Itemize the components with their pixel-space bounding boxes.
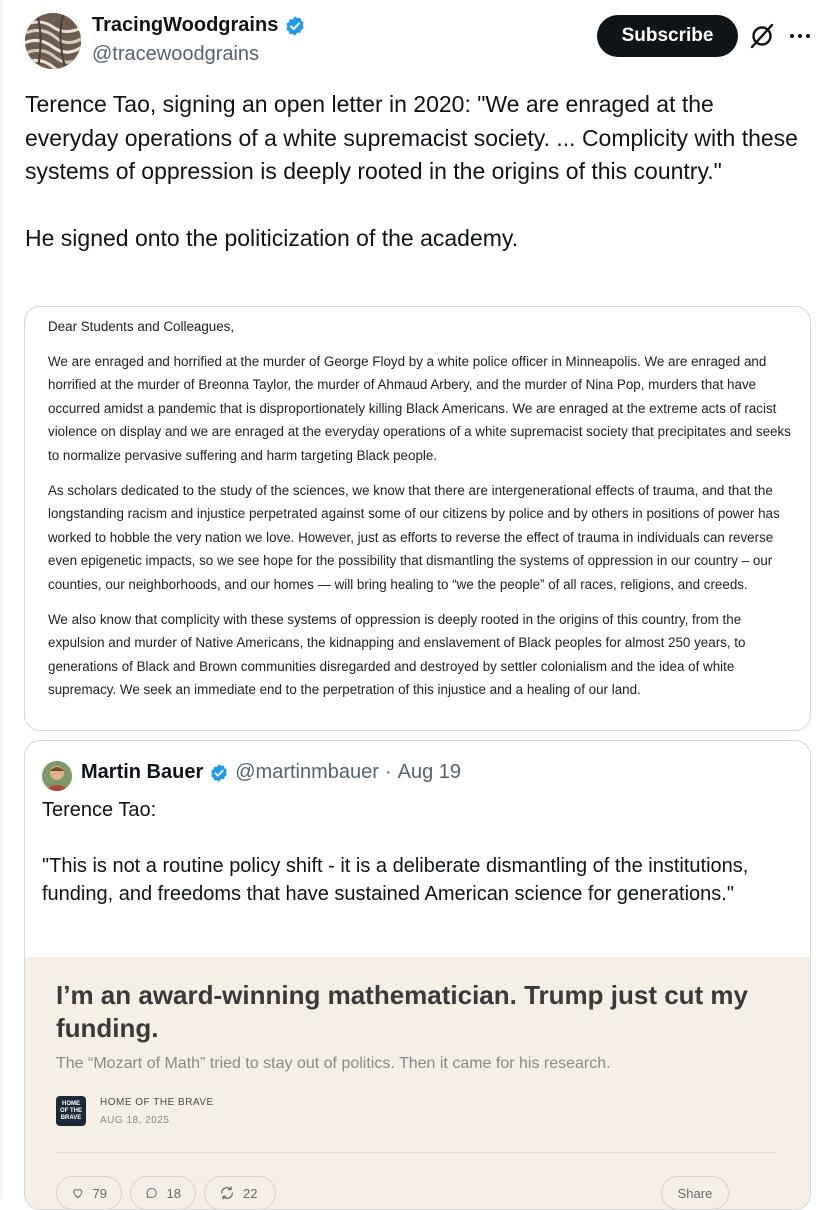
publication-name[interactable]: HOME OF THE BRAVE (100, 1097, 214, 1108)
letter-salutation: Dear Students and Colleagues, (48, 319, 235, 334)
verified-badge-icon (284, 15, 306, 37)
tweet-paragraph: He signed onto the politicization of the academy. (25, 224, 519, 251)
letter-content (48, 315, 798, 713)
like-count: 79 (92, 1185, 107, 1201)
divider (56, 1152, 776, 1153)
restack-count: 22 (243, 1185, 258, 1201)
restack-button[interactable] (204, 1176, 276, 1210)
logo-text: BRAVE (60, 1114, 82, 1121)
letter-paragraph: We are enraged and horrified at the murder of George Floyd by a white police officer in Minneapolis. We are enraged and horrified at the murder of Breonna Taylor, the murder of Ahmaud Arbery, and the murder of Nina Pop, murders that have occurred amidst a pandemic that is disproportionately killing Black Americans. We are enraged at the extreme acts of racist violence on display and we are enraged at the everyday operations of a white supremacist society that precipitates and seeks to normalize pervasive suffering and harm targeting Black people. (48, 353, 791, 463)
author-avatar[interactable] (25, 13, 81, 69)
comment-count: 18 (166, 1185, 181, 1201)
quote-verified-badge-icon (209, 763, 229, 783)
quote-text (42, 796, 802, 908)
article-preview[interactable] (25, 957, 811, 1210)
share-button[interactable] (661, 1176, 729, 1210)
quote-paragraph: "This is not a routine policy shift - it is a deliberate dismantling of the institutions, funding, and freedoms that have sustained American science for generations." (42, 855, 749, 905)
quote-author-avatar[interactable] (42, 761, 72, 791)
left-border (0, 0, 3, 1199)
tweet-text (25, 88, 805, 255)
letter-paragraph: We also know that complicity with these systems of oppression is deeply rooted in the origins of this country, from the expulsion and murder of Native Americans, the kidnapping and enslavement of Black peoples for almost 250 years, to generations of Black and Brown communities disregarded and destroyed by settler colonialism and the idea of white supremacy. We seek an immediate end to the perpetration of this injustice and a healing of our land. (48, 611, 746, 698)
grok-icon[interactable] (748, 22, 776, 50)
author-name-row (92, 14, 306, 37)
article-subtitle: The “Mozart of Math” tried to stay out of politics. Then it came for his research. (56, 1055, 611, 1072)
quote-paragraph: Terence Tao: (42, 799, 157, 821)
author-handle[interactable]: @tracewoodgrains (92, 43, 260, 65)
author-name[interactable]: TracingWoodgrains (92, 14, 279, 36)
like-button[interactable] (56, 1176, 122, 1210)
quote-separator: · (384, 761, 392, 783)
subscribe-button[interactable]: Subscribe (597, 15, 738, 57)
logo-text: HOME (62, 1100, 80, 1107)
quote-tweet[interactable] (24, 740, 811, 1210)
publication-logo (56, 1096, 86, 1126)
tweet-paragraph: Terence Tao, signing an open letter in 2020: "We are enraged at the everyday operations of a white supremacist society. ... Complicity with these systems of oppression is deeply rooted in the origins of this country." (25, 91, 798, 184)
share-label: Share (677, 1185, 713, 1201)
comment-button[interactable] (130, 1176, 196, 1210)
quote-header (81, 761, 461, 784)
logo-text: OF THE (60, 1107, 82, 1114)
more-options-icon[interactable] (786, 22, 814, 50)
quote-author-name[interactable]: Martin Bauer (81, 761, 204, 783)
letter-image[interactable] (24, 306, 811, 731)
article-title[interactable]: I’m an award-winning mathematician. Trump just cut my funding. (56, 980, 749, 1043)
quote-date[interactable]: Aug 19 (397, 761, 461, 783)
letter-paragraph: As scholars dedicated to the study of the sciences, we know that there are intergenerational effects of trauma, and that the longstanding racism and injustice perpetrated against some of our citizens by police and by others in positions of power has worked to hobble the very nation we love. However, just as efforts to reverse the effect of trauma in individuals can reverse even epigenetic impacts, so we see hope for the possibility that dismantling the systems of oppression in our country – our counties, our neighborhoods, and our homes — will bring healing to “we the people” of all races, religions, and creeds. (48, 482, 780, 592)
quote-author-handle[interactable]: @martinmbauer (235, 761, 379, 783)
article-date: AUG 18, 2025 (100, 1115, 170, 1126)
